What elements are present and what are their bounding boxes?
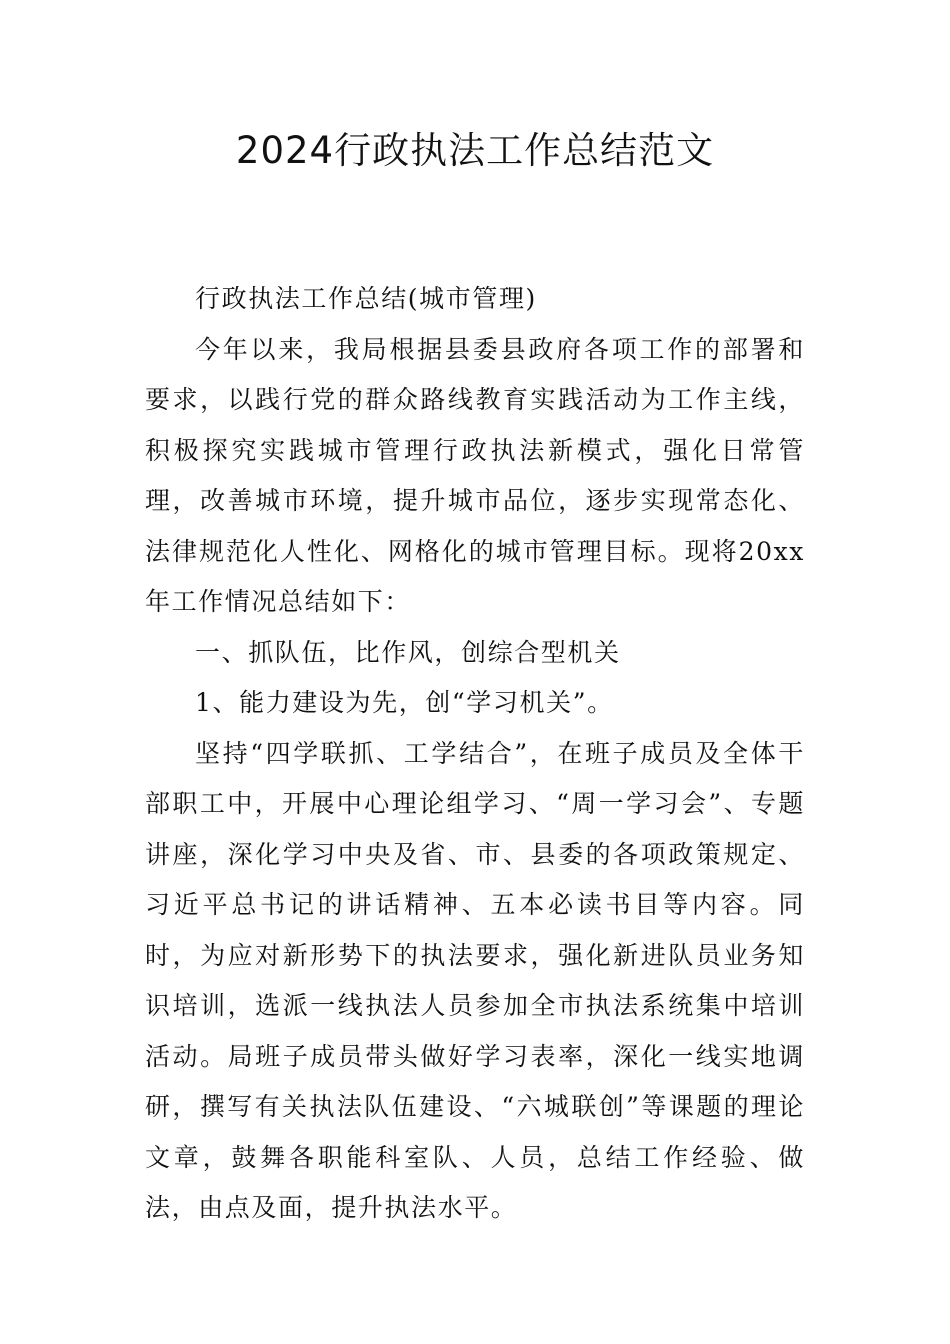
paragraph-subtitle: 行政执法工作总结(城市管理) [195,284,537,313]
paragraph-body: 坚持“四学联抓、工学结合”，在班子成员及全体干部职工中，开展中心理论组学习、“周一学习会”、专题讲座，深化学习中央及省、市、县委的各项政策规定、习近平总书记的讲话精神、五本必读书目等内容。同时，为应对新形势下的执法要求，强化新进队员业务知识培训，选派一线执法人员参加全市执法系统集中培训活动。局班子成员带头做好学习表率，深化一线实地调研，撰写有关执法队伍建设、“六城联创”等课题的理论文章，鼓舞各职能科室队、人员，总结工作经验、做法，由点及面，提升执法水平。 [145,738,805,1222]
paragraph-subsection-heading: 1、能力建设为先，创“学习机关”。 [195,688,614,717]
paragraph-section-heading: 一、抓队伍，比作风，创综合型机关 [195,637,621,667]
paragraph-intro: 今年以来，我局根据县委县政府各项工作的部署和要求，以践行党的群众路线教育实践活动为工作主线，积极探究实践城市管理行政执法新模式，强化日常管理，改善城市环境，提升城市品位，逐步实现常态化、法律规范化人性化、网格化的城市管理目标。现将20xx年工作情况总结如下： [145,334,805,616]
document-title: 2024行政执法工作总结范文 [235,129,715,172]
document-body [145,274,805,1234]
